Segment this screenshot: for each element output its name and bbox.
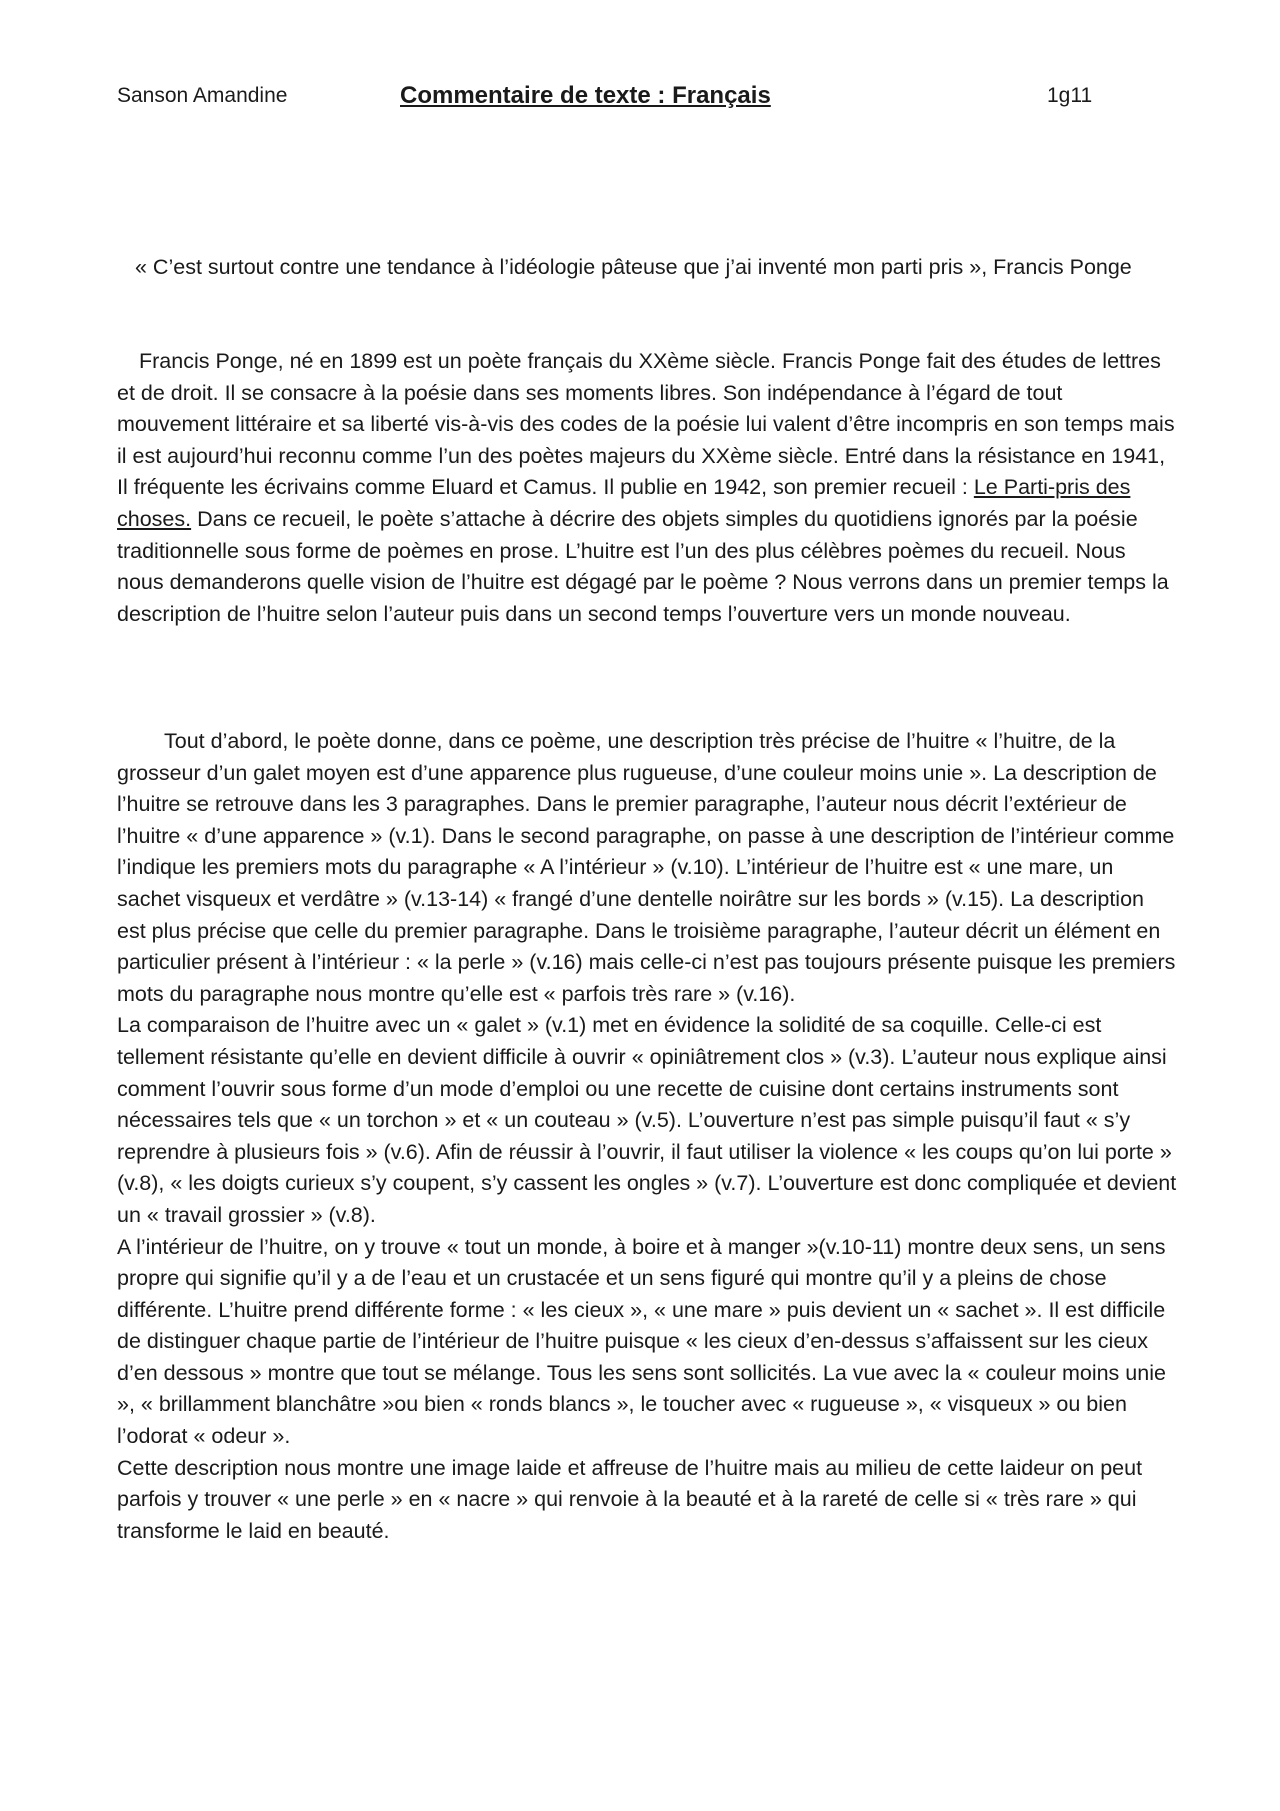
document-header [117, 82, 1177, 116]
author-name: Sanson Amandine [117, 84, 288, 107]
section-paragraph: Cette description nous montre une image laide et affreuse de l’huitre mais au milieu de cette laideur on peut parfois y trouver « une perle » en « nacre » qui renvoie à la beauté et à la rareté de celle si « très rare » qui transforme le laid en beauté. [117, 1455, 1143, 1543]
section-paragraph: A l’intérieur de l’huitre, on y trouve « tout un monde, à boire et à manger »(v.10-11) montre deux sens, un sens propre qui signifie qu’il y a de l’eau et un crustacée et un sens figuré qui montre qu’il y a pleins de chose différente. L’huitre prend différente forme : « les cieux », « une mare » puis devient un « sachet ». Il est difficile de distinguer chaque partie de l’intérieur de l’huitre puisque « les cieux d’en-dessus s’affaissent sur les cieux d’en dessous » montre que tout se mélange. Tous les sens sont sollicités. La vue avec la « couleur moins unie », « brillamment blanchâtre »ou bien « ronds blancs », le toucher avec « rugueuse », « visqueux » ou bien l’odorat « odeur ». [117, 1234, 1166, 1449]
class-code: 1g11 [1047, 84, 1093, 107]
introduction-paragraph [117, 346, 1177, 630]
book-title: Le Parti-pris des choses. [117, 475, 1131, 531]
section-paragraph: La comparaison de l’huitre avec un « galet » (v.1) met en évidence la solidité de sa coquille. Celle-ci est tellement résistante qu’elle en devient difficile à ouvrir « opiniâtrement clos » (v.3). L’auteur nous explique ainsi comment l’ouvrir sous forme d’un mode d’emploi ou une recette de cuisine dont certains instruments sont nécessaires tels que « un torchon » et « un couteau » (v.5). L’ouverture n’est pas simple puisqu’il faut « s’y reprendre à plusieurs fois » (v.6). Afin de réussir à l’ouvrir, il faut utiliser la violence « les coups qu’on lui porte » (v.8), « les doigts curieux s’y coupent, s’y cassent les ongles » (v.7). L’ouverture est donc compliquée et devient un « travail grossier » (v.8). [117, 1013, 1177, 1227]
intro-text-end: Dans ce recueil, le poète s’attache à décrire des objets simples du quotidiens ignorés par la poésie traditionnelle sous forme de poèmes en prose. L’huitre est l’un des plus célèbres poèmes du recueil. Nous nous demanderons quelle vision de l’huitre est dégagé par le poème ? Nous verrons dans un premier temps la description de l’huitre selon l’auteur puis dans un second temps l’ouverture vers un monde nouveau. [117, 506, 1169, 626]
first-part-section [117, 726, 1177, 1547]
epigraph-quote: « C’est surtout contre une tendance à l’idéologie pâteuse que j’ai inventé mon parti pris », Francis Ponge [135, 255, 1132, 279]
section-paragraph: Tout d’abord, le poète donne, dans ce poème, une description très précise de l’huitre « l’huitre, de la grosseur d’un galet moyen est d’une apparence plus rugueuse, d’une couleur moins unie ». La description de l’huitre se retrouve dans les 3 paragraphes. Dans le premier paragraphe, l’auteur nous décrit l’extérieur de l’huitre « d’une apparence » (v.1). Dans le second paragraphe, on passe à une description de l’intérieur comme l’indique les premiers mots du paragraphe « A l’intérieur » (v.10). L’intérieur de l’huitre est « une mare, un sachet visqueux et verdâtre » (v.13-14) « frangé d’une dentelle noirâtre sur les bords » (v.15). La description est plus précise que celle du premier paragraphe. Dans le troisième paragraphe, l’auteur décrit un élément en particulier présent à l’intérieur : « la perle » (v.16) mais celle-ci n’est pas toujours présente puisque les premiers mots du paragraphe nous montre qu’elle est « parfois très rare » (v.16). [117, 729, 1176, 1006]
document-title: Commentaire de texte : Français [400, 82, 771, 109]
intro-text-start: Francis Ponge, né en 1899 est un poète français du XXème siècle. Francis Ponge fait des études de lettres et de droit. Il se consacre à la poésie dans ses moments libres. Son indépendance à l’égard de tout mouvement littéraire et sa liberté vis-à-vis des codes de la poésie lui valent d’être incompris en son temps mais il est aujourd’hui reconnu comme l’un des poètes majeurs du XXème siècle. Entré dans la résistance en 1941, Il fréquente les écrivains comme Eluard et Camus. Il publie en 1942, son premier recueil : [117, 349, 1175, 500]
